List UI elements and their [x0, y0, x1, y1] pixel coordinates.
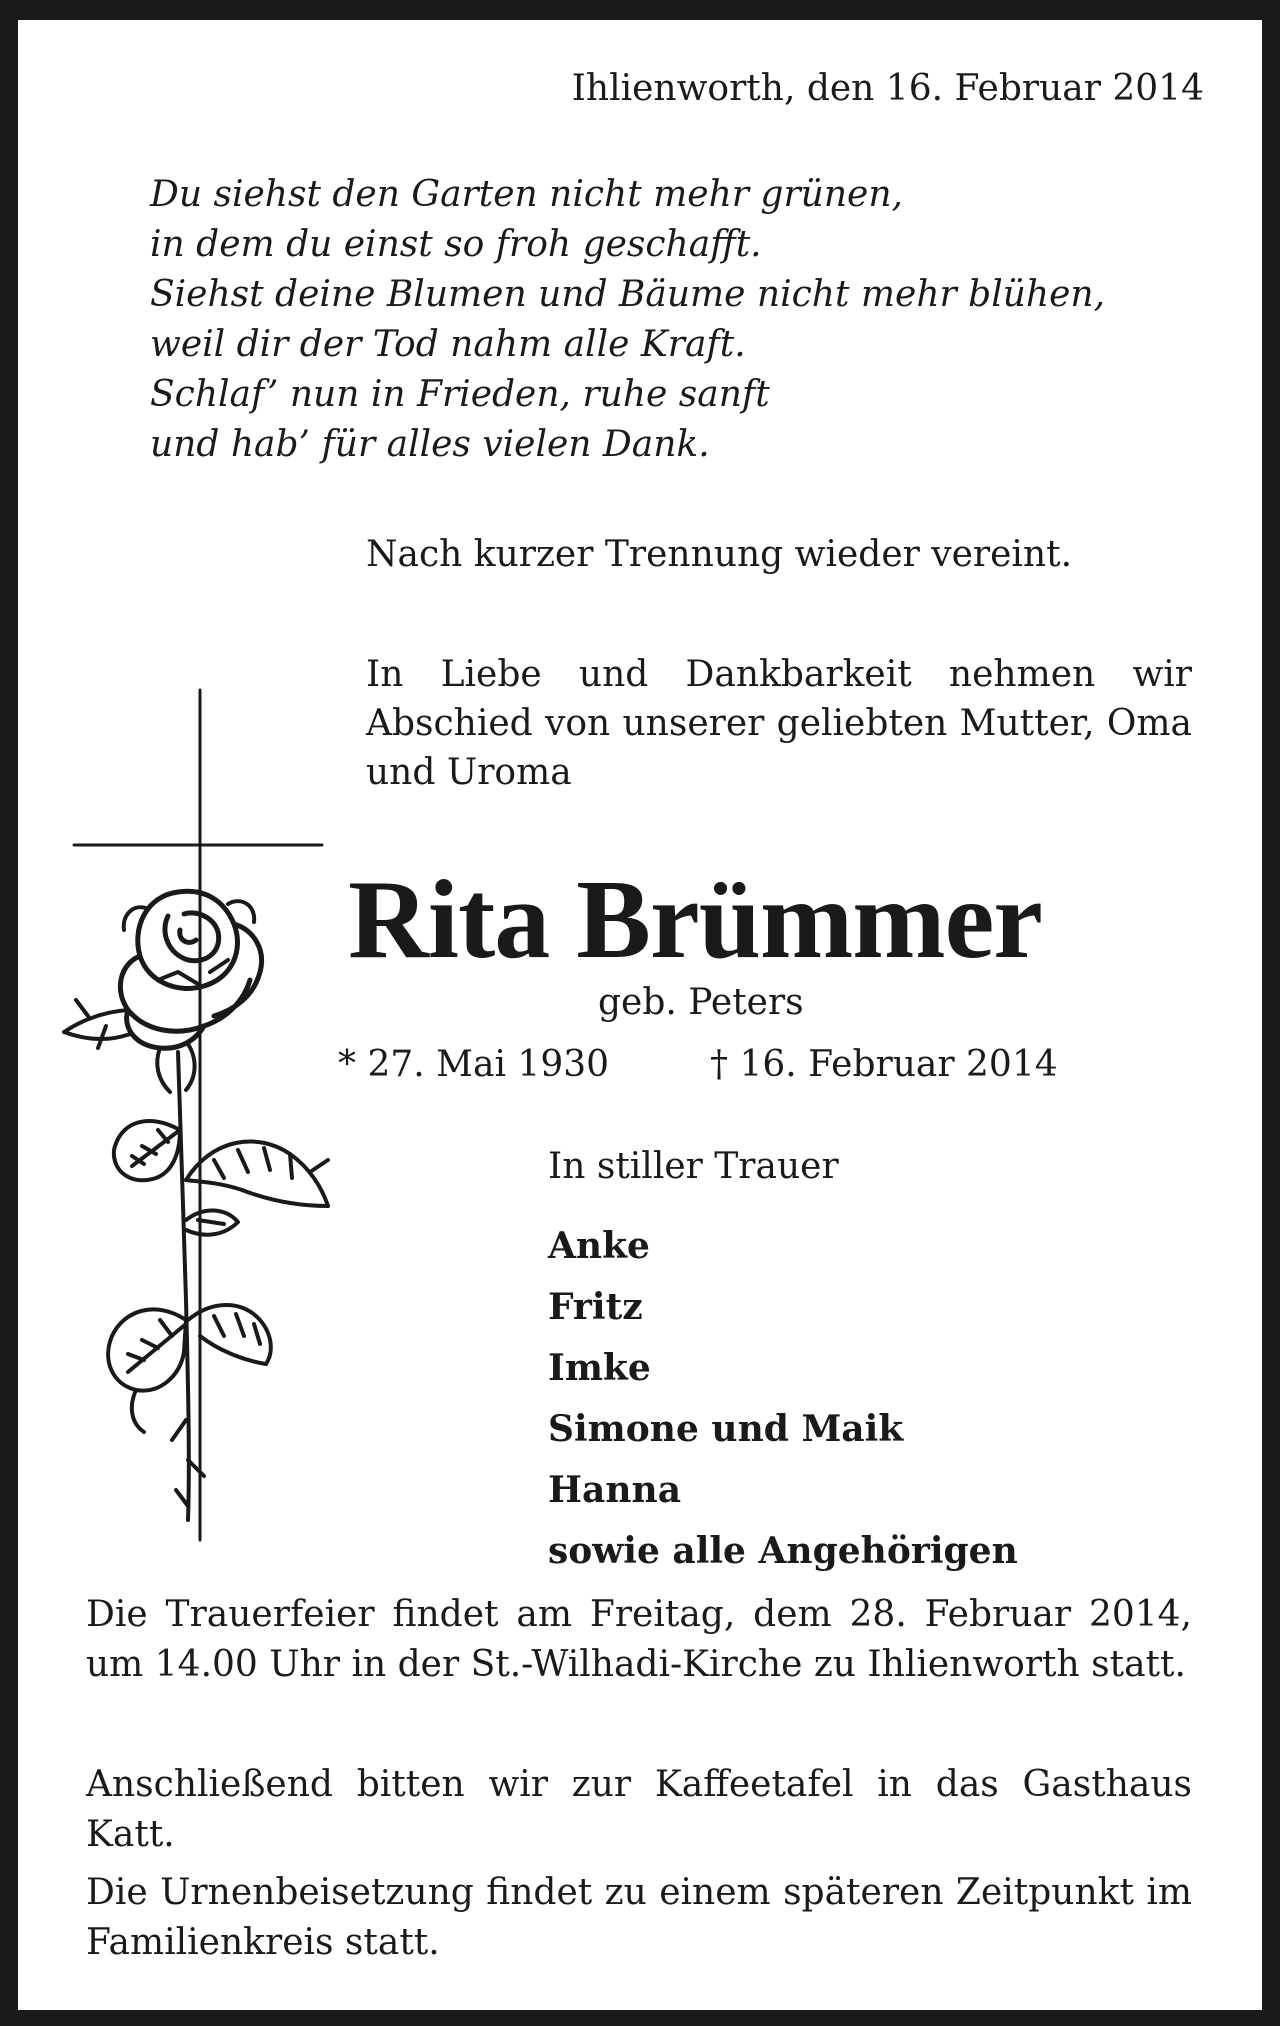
- reception-info: Anschließend bitten wir zur Kaffeetafel in das Gasthaus Katt.: [86, 1764, 1192, 1855]
- poem-line: in dem du einst so froh geschafft.: [150, 224, 762, 265]
- poem-line: und hab’ für alles vielen Dank.: [150, 424, 710, 465]
- birth-date: * 27. Mai 1930: [338, 1044, 610, 1085]
- mourner-name: Imke: [548, 1347, 651, 1389]
- mourners-list: [548, 1216, 1018, 1582]
- deceased-name: Rita Brümmer: [348, 858, 1043, 982]
- poem-line: Schlaf’ nun in Frieden, ruhe sanft: [150, 374, 770, 415]
- mourner-name: Fritz: [548, 1286, 643, 1328]
- farewell-text: In Liebe und Dankbarkeit nehmen wir Abschied von unserer geliebten Mutter, Oma und Uroma: [366, 654, 1192, 793]
- funeral-service-info: Die Trauerfeier findet am Freitag, dem 28. Februar 2014, um 14.00 Uhr in der St.-Wilhadi-Kirche zu Ihlienworth statt.: [86, 1594, 1192, 1685]
- mourner-name: Anke: [548, 1225, 650, 1267]
- mourner-name: Simone und Maik: [548, 1408, 904, 1450]
- mourner-name: sowie alle Angehörigen: [548, 1530, 1018, 1572]
- place-and-date: Ihlienworth, den 16. Februar 2014: [571, 68, 1204, 109]
- mourner-name: Hanna: [548, 1469, 682, 1511]
- death-date: † 16. Februar 2014: [710, 1044, 1058, 1085]
- reunited-line: Nach kurzer Trennung wieder vereint.: [366, 534, 1073, 575]
- poem-line: weil dir der Tod nahm alle Kraft.: [150, 324, 746, 365]
- cross-with-rose-icon: [28, 660, 348, 1550]
- poem-line: Siehst deine Blumen und Bäume nicht mehr blühen,: [150, 274, 1106, 315]
- urn-burial-info: Die Urnenbeisetzung findet zu einem späteren Zeitpunkt im Familienkreis statt.: [86, 1872, 1192, 1963]
- mourning-intro: In stiller Trauer: [548, 1146, 839, 1187]
- poem-line: Du siehst den Garten nicht mehr grünen,: [150, 174, 903, 215]
- memorial-poem: [150, 170, 1210, 470]
- maiden-name: geb. Peters: [598, 982, 804, 1023]
